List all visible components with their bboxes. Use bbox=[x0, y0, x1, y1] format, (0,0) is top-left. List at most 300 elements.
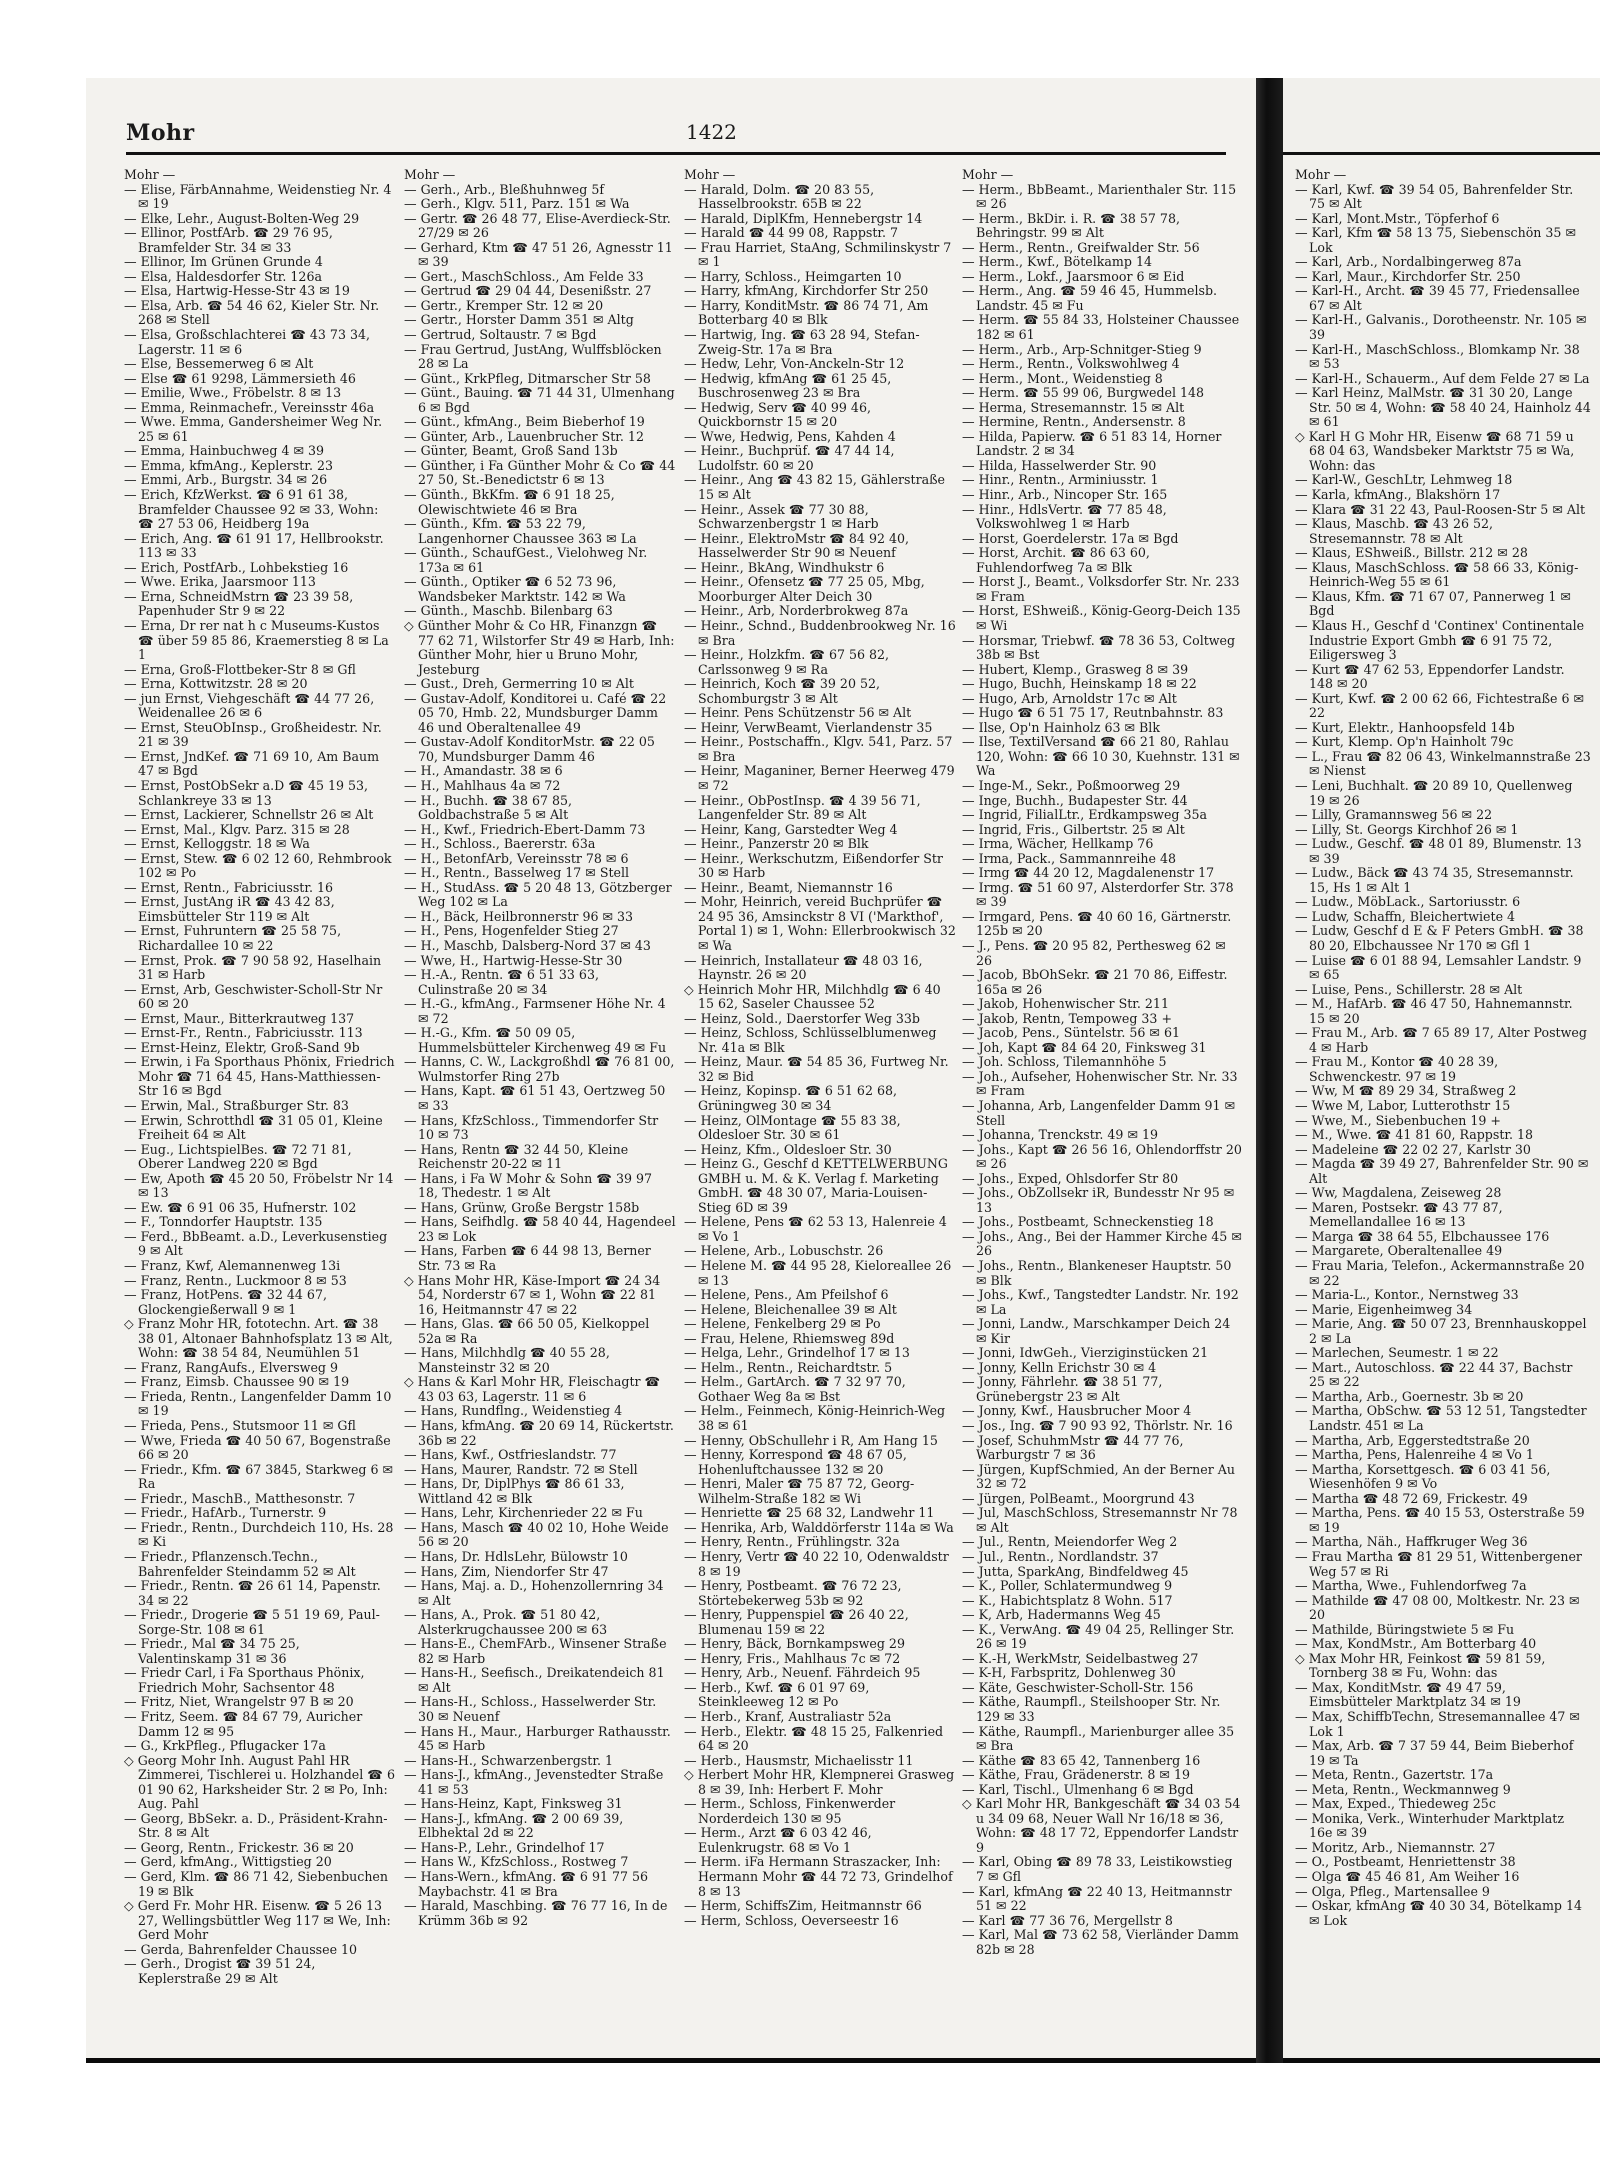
directory-entry: — Horst, EShweiß., König-Georg-Deich 135 ✉ Wi bbox=[962, 603, 1241, 633]
directory-entry: — Emma, kfmAng., Keplerstr. 23 bbox=[124, 457, 333, 473]
directory-entry: — Eug., LichtspielBes. ☎ 72 71 81, Oberer Landweg 220 ✉ Bgd bbox=[124, 1141, 352, 1172]
directory-entry: — Ernst, Mal., Klgv. Parz. 315 ✉ 28 bbox=[124, 821, 350, 837]
directory-entry: — Hans-J., kfmAng. ☎ 2 00 69 39, Elbhektal 2d ✉ 22 bbox=[404, 1810, 624, 1841]
directory-entry: ◇ Heinrich Mohr HR, Milchhdlg ☎ 6 40 15 62, Saseler Chaussee 52 bbox=[684, 981, 941, 1012]
directory-entry: — Heinz, Kopinsp. ☎ 6 51 62 68, Grüningweg 30 ✉ 34 bbox=[684, 1083, 897, 1113]
directory-entry: — Klaus, MaschSchloss. ☎ 58 66 33, König-Heinrich-Weg 55 ✉ 61 bbox=[1295, 559, 1579, 590]
directory-entry: — Hans, Kwf., Ostfrieslandstr. 77 bbox=[404, 1447, 617, 1463]
directory-entry: — Ew, Apoth ☎ 45 20 50, Fröbelstr Nr 14 ✉ 13 bbox=[124, 1170, 394, 1201]
directory-entry: — Mathilde, Büringstwiete 5 ✉ Fu bbox=[1295, 1621, 1515, 1637]
directory-entry: — Hedwig, Serv ☎ 40 99 46, Quickbornstr 15 ✉ 20 bbox=[684, 399, 871, 430]
directory-entry: — Klaus H., Geschf d 'Continex' Continentale Industrie Export Gmbh ☎ 6 91 75 72, Eiligersweg 3 bbox=[1295, 617, 1585, 663]
directory-entry: — Günth., Kfm. ☎ 53 22 79, Langenhorner Chaussee 363 ✉ La bbox=[404, 516, 637, 546]
directory-entry: — Jonni, Landw., Marschkamper Deich 24 ✉ Kir bbox=[962, 1316, 1231, 1346]
directory-entry: — Hans, Kapt. ☎ 61 51 43, Oertzweg 50 ✉ 33 bbox=[404, 1083, 666, 1113]
directory-entry: — Herb., Elektr. ☎ 48 15 25, Falkenried 64 ✉ 20 bbox=[684, 1723, 944, 1754]
directory-entry: — Gerh., Klgv. 511, Parz. 151 ✉ Wa bbox=[404, 196, 630, 212]
directory-entry: — Günth., SchaufGest., Vielohweg Nr. 173a ✉ 61 bbox=[404, 545, 648, 575]
directory-entry: — Hinr., Arb., Nincoper Str. 165 bbox=[962, 487, 1168, 503]
directory-entry: — L., Frau ☎ 82 06 43, Winkelmannstraße 23 ✉ Nienst bbox=[1295, 748, 1591, 779]
directory-entry: — Wwe, H., Hartwig-Hesse-Str 30 bbox=[404, 952, 623, 968]
directory-entry: — Luise, Pens., Schillerstr. 28 ✉ Alt bbox=[1295, 981, 1523, 997]
directory-entry: — Ernst-Fr., Rentn., Fabriciusstr. 113 bbox=[124, 1025, 363, 1041]
directory-entry: — Kurt, Kwf. ☎ 2 00 62 66, Fichtestraße 6 ✉ 22 bbox=[1295, 690, 1585, 721]
directory-entry: — Jutta, SparkAng, Bindfeldweg 45 bbox=[962, 1563, 1189, 1579]
page-header bbox=[126, 118, 1256, 152]
directory-entry: — Henry, Vertr ☎ 40 22 10, Odenwaldstr 8 ✉ 19 bbox=[684, 1548, 949, 1579]
directory-entry: — Jürgen, KupfSchmied, An der Berner Au 32 ✉ 72 bbox=[962, 1461, 1235, 1492]
directory-entry: — Karl, Maur., Kirchdorfer Str. 250 bbox=[1295, 268, 1521, 284]
directory-entry: — Herm., Mont., Weidenstieg 8 bbox=[962, 370, 1163, 386]
directory-entry: — Heinr., BkAng, Windhukstr 6 bbox=[684, 559, 885, 575]
directory-entry: — Jul, MaschSchloss, Stresemannstr Nr 78 ✉ Alt bbox=[962, 1505, 1238, 1535]
directory-entry: — Frieda, Pens., Stutsmoor 11 ✉ Gfl bbox=[124, 1418, 356, 1434]
directory-entry: — H., Buchh. ☎ 38 67 85, Goldbachstraße 5 ✉ Alt bbox=[404, 792, 573, 823]
directory-entry: — Klara ☎ 31 22 43, Paul-Roosen-Str 5 ✉ Alt bbox=[1295, 501, 1586, 517]
directory-entry: — Martha, ObSchw. ☎ 53 12 51, Tangstedter Landstr. 451 ✉ La bbox=[1295, 1403, 1587, 1434]
directory-entry: — Martha, Wwe., Fuhlendorfweg 7a bbox=[1295, 1578, 1527, 1594]
directory-entry: — jun Ernst, Viehgeschäft ☎ 44 77 26, Weidenallee 26 ✉ 6 bbox=[124, 690, 375, 721]
directory-entry: — Hans H., Maur., Harburger Rathausstr. 45 ✉ Harb bbox=[404, 1723, 671, 1754]
directory-entry: — Herm., Lokf., Jaarsmoor 6 ✉ Eid bbox=[962, 268, 1185, 284]
directory-entry: — Heinr, Kang, Garstedter Weg 4 bbox=[684, 821, 898, 837]
directory-entry: — Herm., Rentn., Volkswohlweg 4 bbox=[962, 356, 1180, 372]
directory-entry: — Frau Gertrud, JustAng, Wulffsblöcken 28 ✉ La bbox=[404, 341, 662, 372]
directory-entry: — Hans, Dr. HdlsLehr, Bülowstr 10 bbox=[404, 1548, 628, 1564]
directory-entry: — Frau M., Kontor ☎ 40 28 39, Schwenckestr. 97 ✉ 19 bbox=[1295, 1054, 1499, 1084]
directory-entry: ◇ Franz Mohr HR, fototechn. Art. ☎ 38 38 01, Altonaer Bahnhofsplatz 13 ✉ Alt, Wohn: ☎ 38 54 84, Neumühlen 51 bbox=[124, 1316, 393, 1361]
directory-entry: — Ernst, Prok. ☎ 7 90 58 92, Haselhain 31 ✉ Harb bbox=[124, 952, 382, 983]
directory-entry: — Hans-P., Lehr., Grindelhof 17 bbox=[404, 1839, 605, 1855]
scan-margin-left bbox=[0, 0, 86, 2177]
directory-entry: — Joh., Aufseher, Hohenwischer Str. Nr. 33 ✉ Fram bbox=[962, 1068, 1238, 1099]
directory-entry: — Jakob, Rentn, Tempoweg 33 + bbox=[962, 1010, 1172, 1026]
directory-entry: — Ernst, Lackierer, Schnellstr 26 ✉ Alt bbox=[124, 807, 374, 823]
directory-entry: — Harald ☎ 44 99 08, Rappstr. 7 bbox=[684, 225, 899, 241]
directory-entry: — Hedw, Lehr, Von-Anckeln-Str 12 bbox=[684, 356, 905, 372]
directory-entry: — Oskar, kfmAng ☎ 40 30 34, Bötelkamp 14 ✉ Lok bbox=[1295, 1898, 1582, 1928]
book-gutter bbox=[1256, 78, 1283, 2063]
directory-entry: — Frau M., Arb. ☎ 7 65 89 17, Alter Postweg 4 ✉ Harb bbox=[1295, 1025, 1587, 1055]
directory-entry: — Herb., Kranf, Australiastr 52a bbox=[684, 1708, 892, 1724]
directory-entry: — Herm, SchiffsZim, Heitmannstr 66 bbox=[684, 1898, 922, 1914]
directory-entry: — Elke, Lehr., August-Bolten-Weg 29 bbox=[124, 210, 360, 226]
directory-entry: — Helga, Lehr., Grindelhof 17 ✉ 13 bbox=[684, 1345, 910, 1361]
directory-entry: — Helm., Feinmech, König-Heinrich-Weg 38 ✉ 61 bbox=[684, 1403, 946, 1434]
directory-entry: — Friedr., Pflanzensch.Techn., Bahrenfelder Steindamm 52 ✉ Alt bbox=[124, 1548, 356, 1579]
directory-entry: — Ernst, SteuObInsp., Großheidestr. Nr. 21 ✉ 39 bbox=[124, 719, 382, 750]
directory-entry: — Helene, Fenkelberg 29 ✉ Po bbox=[684, 1316, 881, 1332]
directory-entry: — Leni, Buchhalt. ☎ 20 89 10, Quellenweg 19 ✉ 26 bbox=[1295, 777, 1573, 808]
directory-entry: — Harry, Schloss., Heimgarten 10 bbox=[684, 268, 902, 284]
directory-entry: — Moritz, Arb., Niemannstr. 27 bbox=[1295, 1839, 1496, 1855]
directory-entry: — Georg, BbSekr. a. D., Präsident-Krahn-Str. 8 ✉ Alt bbox=[124, 1810, 388, 1841]
directory-entry: — Hanns, C. W., Lackgroßhdl ☎ 76 81 00, Wulmstorfer Ring 27b bbox=[404, 1054, 675, 1084]
directory-entry: — Günter, Arb., Lauenbrucher Str. 12 bbox=[404, 428, 644, 444]
column-5 bbox=[1295, 168, 1591, 2048]
directory-entry: — Marga ☎ 38 64 55, Elbchaussee 176 bbox=[1295, 1228, 1550, 1244]
directory-entry: — Max, Arb. ☎ 7 37 59 44, Beim Bieberhof 19 ✉ Ta bbox=[1295, 1738, 1574, 1768]
directory-entry: — Hugo, Buchh, Heinskamp 18 ✉ 22 bbox=[962, 676, 1197, 692]
directory-entry: — Herm., Arzt ☎ 6 03 42 46, Eulenkrugstr. 68 ✉ Vo 1 bbox=[684, 1825, 872, 1855]
directory-entry: — Herm., BkDir. i. R. ☎ 38 57 78, Behringstr. 99 ✉ Alt bbox=[962, 210, 1180, 241]
directory-entry: — Friedr., Drogerie ☎ 5 51 19 69, Paul-Sorge-Str. 108 ✉ 61 bbox=[124, 1607, 380, 1637]
directory-entry: — Heinz, Sold., Daerstorfer Weg 33b bbox=[684, 1010, 920, 1026]
directory-entry: — Friedr., HafArb., Turnerstr. 9 bbox=[124, 1505, 327, 1521]
directory-entry: — Jonni, IdwGeh., Vierziginstücken 21 bbox=[962, 1345, 1209, 1361]
directory-entry: — Käthe, Raumpfl., Steilshooper Str. Nr. 129 ✉ 33 bbox=[962, 1694, 1221, 1724]
directory-entry: — Herm, Schloss, Oeverseestr 16 bbox=[684, 1912, 899, 1928]
directory-entry: ◇ Gerd Fr. Mohr HR. Eisenw. ☎ 5 26 13 27, Wellingsbüttler Weg 117 ✉ We, Inh: Gerd Mohr bbox=[124, 1898, 391, 1943]
directory-entry: — Heinr., ElektroMstr ☎ 84 92 40, Hasselwerder Str 90 ✉ Neuenf bbox=[684, 530, 910, 561]
directory-entry: — Günt., Bauing. ☎ 71 44 31, Ulmenhang 6 ✉ Bgd bbox=[404, 385, 675, 415]
directory-entry: — Henri, Maler ☎ 75 87 72, Georg-Wilhelm-Straße 182 ✉ Wi bbox=[684, 1476, 915, 1506]
directory-entry: — Josef, SchuhmMstr ☎ 44 77 76, Warburgstr 7 ✉ 36 bbox=[962, 1432, 1184, 1463]
directory-entry: ◇ Karl H G Mohr HR, Eisenw ☎ 68 71 59 u 68 04 63, Wandsbeker Marktstr 75 ✉ Wa, Wohn: das bbox=[1295, 428, 1575, 473]
directory-entry: — Wwe, M., Siebenbuchen 19 + bbox=[1295, 1112, 1501, 1128]
directory-entry: — Ernst, Stew. ☎ 6 02 12 60, Rehmbrook 102 ✉ Po bbox=[124, 850, 392, 881]
directory-entry: — Emma, Hainbuchweg 4 ✉ 39 bbox=[124, 443, 325, 459]
directory-entry: — Ernst, Kelloggstr. 18 ✉ Wa bbox=[124, 836, 310, 852]
directory-entry: — Franz, Eimsb. Chaussee 90 ✉ 19 bbox=[124, 1374, 350, 1390]
directory-entry: — Helm., GartArch. ☎ 7 32 97 70, Gothaer Weg 8a ✉ Bst bbox=[684, 1374, 906, 1404]
directory-entry: — H., Kwf., Friedrich-Ebert-Damm 73 bbox=[404, 821, 646, 837]
directory-entry: — Ernst, Fuhruntern ☎ 25 58 75, Richardallee 10 ✉ 22 bbox=[124, 923, 342, 953]
directory-entry: — Günther, i Fa Günther Mohr & Co ☎ 44 27 50, St.-Benedictstr 6 ✉ 13 bbox=[404, 457, 676, 488]
directory-entry: — Magda ☎ 39 49 27, Bahrenfelder Str. 90 ✉ Alt bbox=[1295, 1156, 1589, 1186]
entry-list bbox=[124, 183, 396, 1987]
directory-entry: — Elsa, Arb. ☎ 54 46 62, Kieler Str. Nr. 268 ✉ Stell bbox=[124, 297, 380, 328]
directory-entry: — Hans, i Fa W Mohr & Sohn ☎ 39 97 18, Thedestr. 1 ✉ Alt bbox=[404, 1170, 653, 1201]
directory-entry: — Heinr., Ofensetz ☎ 77 25 05, Mbg, Moorburger Alter Deich 30 bbox=[684, 574, 925, 604]
directory-entry: — K.-H, WerkMstr, Seidelbastweg 27 bbox=[962, 1650, 1199, 1666]
directory-entry: — Herm., Ang. ☎ 59 46 45, Hummelsb. Landstr. 45 ✉ Fu bbox=[962, 283, 1218, 313]
directory-entry: — Ludw., Bäck ☎ 43 74 35, Stresemannstr. 15, Hs 1 ✉ Alt 1 bbox=[1295, 865, 1574, 895]
directory-entry: — Hans, Rundflng., Weidenstieg 4 bbox=[404, 1403, 623, 1419]
directory-entry: — Hans-Wern., kfmAng. ☎ 6 91 77 56 Maybachstr. 41 ✉ Bra bbox=[404, 1868, 649, 1899]
directory-entry: — Inge, Buchh., Budapester Str. 44 bbox=[962, 792, 1188, 808]
directory-entry: — Maria-L., Kontor., Nernstweg 33 bbox=[1295, 1287, 1519, 1303]
directory-entry: — Hans, kfmAng. ☎ 20 69 14, Rückertstr. 36b ✉ 22 bbox=[404, 1418, 674, 1448]
directory-entry: — Else, Bessemerweg 6 ✉ Alt bbox=[124, 356, 314, 372]
directory-entry: — Johanna, Trenckstr. 49 ✉ 19 bbox=[962, 1127, 1159, 1143]
directory-entry: — Herm., Rentn., Greifwalder Str. 56 bbox=[962, 239, 1200, 255]
directory-entry: — Gertrud ☎ 29 04 44, Desenißstr. 27 bbox=[404, 283, 652, 299]
directory-entry: — Hans-Heinz, Kapt, Finksweg 31 bbox=[404, 1796, 623, 1812]
directory-entry: — Wwe. Emma, Gandersheimer Weg Nr. 25 ✉ 61 bbox=[124, 414, 383, 444]
directory-entry: — M., HafArb. ☎ 46 47 50, Hahnemannstr. 15 ✉ 20 bbox=[1295, 996, 1573, 1026]
directory-entry: — Elsa, Großschlachterei ☎ 43 73 34, Lagerstr. 11 ✉ 6 bbox=[124, 327, 370, 357]
directory-entry: — Ludw, Schaffn, Bleichertwiete 4 bbox=[1295, 908, 1516, 924]
directory-entry: — Gerd, kfmAng., Wittigstieg 20 bbox=[124, 1854, 332, 1870]
directory-entry: — Heinz, Maur. ☎ 54 85 36, Furtweg Nr. 32 ✉ Bid bbox=[684, 1054, 949, 1084]
directory-entry: — Irma, Pack., Sammannreihe 48 bbox=[962, 850, 1177, 866]
scan-margin-top bbox=[0, 0, 1600, 78]
directory-entry: — Wwe, Hedwig, Pens, Kahden 4 bbox=[684, 428, 896, 444]
directory-entry: — Hans, Maj. a. D., Hohenzollernring 34 ✉ Alt bbox=[404, 1578, 664, 1608]
directory-entry: — Ludw., MöbLack., Sartoriusstr. 6 bbox=[1295, 894, 1521, 910]
directory-entry: — Marie, Eigenheimweg 34 bbox=[1295, 1301, 1473, 1317]
directory-entry: — Günt., KrkPfleg, Ditmarscher Str 58 bbox=[404, 370, 651, 386]
directory-entry: — Jonny, Kwf., Hausbrucher Moor 4 bbox=[962, 1403, 1192, 1419]
directory-entry: — Hans, Farben ☎ 6 44 98 13, Berner Str. 73 ✉ Ra bbox=[404, 1243, 651, 1274]
directory-entry: — Friedr., Rentn., Durchdeich 110, Hs. 28 ✉ Ki bbox=[124, 1519, 394, 1550]
directory-entry: — Hedwig, kfmAng ☎ 61 25 45, Buschrosenweg 23 ✉ Bra bbox=[684, 370, 892, 401]
directory-entry: — Erna, Dr rer nat h c Museums-Kustos ☎ über 59 85 86, Kraemerstieg 8 ✉ La 1 bbox=[124, 617, 389, 663]
directory-entry: — G., KrkPfleg., Pflugacker 17a bbox=[124, 1738, 326, 1754]
directory-entry: — Erna, SchneidMstrn ☎ 23 39 58, Papenhuder Str 9 ✉ 22 bbox=[124, 588, 354, 619]
directory-entry: — Mart., Autoschloss. ☎ 22 44 37, Bachstr 25 ✉ 22 bbox=[1295, 1359, 1573, 1390]
directory-entry: — Heinr., Holzkfm. ☎ 67 56 82, Carlssonweg 9 ✉ Ra bbox=[684, 647, 890, 677]
directory-entry: — Joh. Schloss, Tilemannhöhe 5 bbox=[962, 1054, 1167, 1070]
directory-entry: — Horsmar, Triebwf. ☎ 78 36 53, Coltweg 38b ✉ Bst bbox=[962, 632, 1236, 663]
directory-entry: — Heinr, Maganiner, Berner Heerweg 479 ✉ 72 bbox=[684, 763, 955, 793]
directory-entry: — Ellinor, PostfArb. ☎ 29 76 95, Bramfelder Str. 34 ✉ 33 bbox=[124, 225, 333, 255]
directory-entry: — Martha, Arb, Eggerstedtstraße 20 bbox=[1295, 1432, 1530, 1448]
directory-entry: ◇ Günther Mohr & Co HR, Finanzgn ☎ 77 62 71, Wilstorfer Str 49 ✉ Harb, Inh: Günther Mohr, hier u Bruno Mohr, Jesteburg bbox=[404, 617, 675, 677]
directory-entry: — Günter, Beamt, Groß Sand 13b bbox=[404, 443, 618, 459]
directory-entry: — Martha, Korsettgesch. ☎ 6 03 41 56, Wiesenhöfen 9 ✉ Vo bbox=[1295, 1461, 1551, 1492]
directory-entry: — Irma, Wächer, Hellkamp 76 bbox=[962, 836, 1154, 852]
directory-entry: — Hans, Grünw, Große Bergstr 158b bbox=[404, 1199, 640, 1215]
directory-entry: — Gerd, Klm. ☎ 86 71 42, Siebenbuchen 19 ✉ Blk bbox=[124, 1868, 388, 1899]
directory-entry: — Herm., Arb., Arp-Schnitger-Stieg 9 bbox=[962, 341, 1202, 357]
directory-entry: — Meta, Rentn., Gazertstr. 17a bbox=[1295, 1767, 1494, 1783]
directory-entry: — Jul., Rentn., Nordlandstr. 37 bbox=[962, 1548, 1159, 1564]
directory-entry: ◇ Max Mohr HR, Feinkost ☎ 59 81 59, Tornberg 38 ✉ Fu, Wohn: das bbox=[1295, 1650, 1546, 1681]
directory-entry: — Jos., Ing. ☎ 7 90 93 92, Thörlstr. Nr. 16 bbox=[962, 1418, 1233, 1434]
directory-entry: — Herb., Kwf. ☎ 6 01 97 69, Steinkleeweg 12 ✉ Po bbox=[684, 1679, 870, 1710]
directory-entry: — Harald, Dolm. ☎ 20 83 55, Hasselbrookstr. 65B ✉ 22 bbox=[684, 181, 875, 212]
directory-entry: — K., Habichtsplatz 8 Wohn. 517 bbox=[962, 1592, 1173, 1608]
directory-entry: — Heinr., Buchprüf. ☎ 47 44 14, Ludolfstr. 60 ✉ 20 bbox=[684, 443, 895, 473]
directory-entry: — Olga, Pfleg., Martensallee 9 bbox=[1295, 1883, 1490, 1899]
directory-entry: — Heinrich, Koch ☎ 39 20 52, Schomburgstr 3 ✉ Alt bbox=[684, 676, 880, 706]
directory-entry: — Heinr., ObPostInsp. ☎ 4 39 56 71, Langenfelder Str. 89 ✉ Alt bbox=[684, 792, 921, 823]
directory-entry: — Heinr., Assek ☎ 77 30 88, Schwarzenbergstr 1 ✉ Harb bbox=[684, 501, 879, 532]
directory-entry: — K-H, Farbspritz, Dohlenweg 30 bbox=[962, 1665, 1176, 1681]
directory-entry: — Erwin, i Fa Sporthaus Phönix, Friedrich Mohr ☎ 71 64 45, Hans-Matthiessen-Str 16 ✉ Bgd bbox=[124, 1054, 395, 1099]
directory-entry: — Käte, Geschwister-Scholl-Str. 156 bbox=[962, 1679, 1194, 1695]
directory-entry: — Henny, Korrespond ☎ 48 67 05, Hohenluftchaussee 132 ✉ 20 bbox=[684, 1447, 907, 1477]
directory-entry: — Herm., Kwf., Bötelkamp 14 bbox=[962, 254, 1152, 270]
directory-entry: — Heinr., Schnd., Buddenbrookweg Nr. 16 ✉ Bra bbox=[684, 617, 956, 648]
directory-entry: — Hartwig, Ing. ☎ 63 28 94, Stefan-Zweig-Str. 17a ✉ Bra bbox=[684, 327, 920, 357]
directory-entry: — Harry, kfmAng, Kirchdorfer Str 250 bbox=[684, 283, 929, 299]
directory-entry: ◇ Hans Mohr HR, Käse-Import ☎ 24 34 54, Norderstr 67 ✉ 1, Wohn ☎ 22 81 16, Heitmannstr 47 ✉ 22 bbox=[404, 1272, 661, 1317]
directory-entry: — Emmi, Arb., Burgstr. 34 ✉ 26 bbox=[124, 472, 328, 488]
directory-entry: — Günth., BkKfm. ☎ 6 91 18 25, Olewischtwiete 46 ✉ Bra bbox=[404, 487, 615, 517]
directory-entry: ◇ Hans & Karl Mohr HR, Fleischagtr ☎ 43 03 63, Lagerstr. 11 ✉ 6 bbox=[404, 1374, 661, 1404]
directory-entry: — Karla, kfmAng., Blakshörn 17 bbox=[1295, 487, 1501, 503]
directory-entry: — Karl, Kwf. ☎ 39 54 05, Bahrenfelder Str. 75 ✉ Alt bbox=[1295, 181, 1574, 212]
directory-entry: — Karl, Arb., Nordalbingerweg 87a bbox=[1295, 254, 1522, 270]
directory-entry: — Karl, Obing ☎ 89 78 33, Leistikowstieg 7 ✉ Gfl bbox=[962, 1854, 1233, 1884]
directory-entry: — H.-G., Kfm. ☎ 50 09 05, Hummelsbütteler Kirchenweg 49 ✉ Fu bbox=[404, 1025, 667, 1055]
directory-entry: — Meta, Rentn., Weckmannweg 9 bbox=[1295, 1781, 1511, 1797]
directory-entry: — Ellinor, Im Grünen Grunde 4 bbox=[124, 254, 323, 270]
directory-entry: — Irmg ☎ 44 20 12, Magdalenenstr 17 bbox=[962, 865, 1215, 881]
directory-entry: — Frau Martha ☎ 81 29 51, Wittenbergener Weg 57 ✉ Ri bbox=[1295, 1548, 1582, 1579]
directory-entry: — Heinr., Ang ☎ 43 82 15, Gählerstraße 15 ✉ Alt bbox=[684, 472, 945, 503]
directory-entry: — F., Tonndorfer Hauptstr. 135 bbox=[124, 1214, 323, 1230]
directory-entry: — Helene, Bleichenallee 39 ✉ Alt bbox=[684, 1301, 897, 1317]
directory-entry: — Klaus, Kfm. ☎ 71 67 07, Pannerweg 1 ✉ Bgd bbox=[1295, 588, 1571, 619]
directory-entry: — Ernst, Arb, Geschwister-Scholl-Str Nr 60 ✉ 20 bbox=[124, 981, 383, 1012]
directory-entry: — Monika, Verk., Winterhuder Marktplatz 16e ✉ 39 bbox=[1295, 1810, 1564, 1841]
directory-entry: — Martha, Pens. ☎ 40 15 53, Osterstraße 59 ✉ 19 bbox=[1295, 1505, 1585, 1535]
directory-entry: — Kurt ☎ 47 62 53, Eppendorfer Landstr. 148 ✉ 20 bbox=[1295, 661, 1565, 692]
directory-entry: — Wwe, Frieda ☎ 40 50 67, Bogenstraße 66 ✉ 20 bbox=[124, 1432, 391, 1463]
directory-entry: — Hans-J., kfmAng., Jevenstedter Straße 41 ✉ 53 bbox=[404, 1767, 664, 1797]
directory-entry: — Henry, Fris., Mahlhaus 7c ✉ 72 bbox=[684, 1650, 901, 1666]
directory-entry: — Ernst, JustAng iR ☎ 43 42 83, Eimsbütteler Str 119 ✉ Alt bbox=[124, 894, 335, 924]
directory-entry: — Helm., Rentn., Reichardtstr. 5 bbox=[684, 1359, 893, 1375]
directory-entry: — Marie, Ang. ☎ 50 07 23, Brennhauskoppel 2 ✉ La bbox=[1295, 1316, 1587, 1346]
directory-entry: — Ew. ☎ 6 91 06 35, Hufnerstr. 102 bbox=[124, 1199, 357, 1215]
directory-entry: — Johs., Kwf., Tangstedter Landstr. Nr. 192 ✉ La bbox=[962, 1287, 1239, 1317]
directory-entry: — Fritz, Seem. ☎ 84 67 79, Auricher Damm 12 ✉ 95 bbox=[124, 1708, 363, 1739]
directory-entry: — Johanna, Arb, Langenfelder Damm 91 ✉ Stell bbox=[962, 1098, 1236, 1128]
facing-page bbox=[1283, 78, 1600, 2058]
directory-entry: — Heinz, Kfm., Oldesloer Str. 30 bbox=[684, 1141, 892, 1157]
directory-entry: — Hans, Glas. ☎ 66 50 05, Kielkoppel 52a ✉ Ra bbox=[404, 1316, 650, 1346]
directory-entry: — Elsa, Haldesdorfer Str. 126a bbox=[124, 268, 322, 284]
directory-entry: — Max, SchiffbTechn, Stresemannallee 47 ✉ Lok 1 bbox=[1295, 1708, 1580, 1739]
directory-entry: — Jacob, BbOhSekr. ☎ 21 70 86, Eiffestr. 165a ✉ 26 bbox=[962, 967, 1228, 997]
directory-entry: — Wwe. Erika, Jaarsmoor 113 bbox=[124, 574, 316, 590]
directory-entry: — Hinr., HdlsVertr. ☎ 77 85 48, Volkswohlweg 1 ✉ Harb bbox=[962, 501, 1167, 532]
directory-entry: — Georg, Rentn., Frickestr. 36 ✉ 20 bbox=[124, 1839, 354, 1855]
directory-entry: — Ludw., Geschf. ☎ 48 01 89, Blumenstr. 13 ✉ 39 bbox=[1295, 836, 1582, 866]
directory-entry: ◇ Karl Mohr HR, Bankgeschäft ☎ 34 03 54 u 34 09 68, Neuer Wall Nr 16/18 ✉ 36, Wohn: ☎ 48 17 72, Eppendorfer Landstr 9 bbox=[962, 1796, 1241, 1855]
directory-entry: — Käthe, Frau, Grädenerstr. 8 ✉ 19 bbox=[962, 1767, 1190, 1783]
page-number: 1422 bbox=[686, 120, 737, 144]
directory-entry: — Herm. ☎ 55 84 33, Holsteiner Chaussee 182 ✉ 61 bbox=[962, 312, 1240, 343]
directory-entry: — H., StudAss. ☎ 5 20 48 13, Götzberger Weg 102 ✉ La bbox=[404, 879, 672, 910]
directory-entry: — J., Pens. ☎ 20 95 82, Perthesweg 62 ✉ 26 bbox=[962, 937, 1226, 968]
directory-entry: — Hans, KfzSchloss., Timmendorfer Str 10 ✉ 73 bbox=[404, 1112, 659, 1143]
directory-entry: — Mohr, Heinrich, vereid Buchprüfer ☎ 24 95 36, Amsinckstr 8 VI ('Markthof', Portal 1) ✉ 1, Wohn: Ellerbrookwisch 32 ✉ Wa bbox=[684, 894, 956, 953]
directory-entry: — Harald, Maschbing. ☎ 76 77 16, In de Krümm 36b ✉ 92 bbox=[404, 1898, 668, 1928]
directory-entry: — Henrika, Arb, Walddörferstr 114a ✉ Wa bbox=[684, 1519, 954, 1535]
directory-entry: — Friedr., Kfm. ☎ 67 3845, Starkweg 6 ✉ Ra bbox=[124, 1461, 394, 1492]
entry-list bbox=[684, 183, 956, 1929]
directory-entry: — Joh, Kapt ☎ 84 64 20, Finksweg 31 bbox=[962, 1039, 1207, 1055]
directory-entry: — Gertrud, Soltaustr. 7 ✉ Bgd bbox=[404, 327, 597, 343]
directory-entry: — H., Schloss., Baererstr. 63a bbox=[404, 836, 596, 852]
directory-entry: — Mathilde ☎ 47 08 00, Moltkestr. Nr. 23 ✉ 20 bbox=[1295, 1592, 1580, 1623]
directory-entry: — Franz, HotPens. ☎ 32 44 67, Glockengießerwall 9 ✉ 1 bbox=[124, 1287, 327, 1317]
directory-entry: — Karl, kfmAng ☎ 22 40 13, Heitmannstr 51 ✉ 22 bbox=[962, 1883, 1232, 1914]
column-2 bbox=[404, 168, 676, 2048]
directory-entry: — Hans, Dr, DiplPhys ☎ 86 61 33, Wittland 42 ✉ Blk bbox=[404, 1476, 625, 1506]
directory-entry: — Karl-H., Archt. ☎ 39 45 77, Friedensallee 67 ✉ Alt bbox=[1295, 283, 1580, 313]
directory-entry: — Friedr Carl, i Fa Sporthaus Phönix, Friedrich Mohr, Sachsentor 48 bbox=[124, 1665, 365, 1695]
directory-entry: — Herm., BbBeamt., Marienthaler Str. 115 ✉ 26 bbox=[962, 181, 1237, 212]
directory-entry: — Lilly, Gramannsweg 56 ✉ 22 bbox=[1295, 807, 1493, 823]
directory-entry: — Martha ☎ 48 72 69, Frickestr. 49 bbox=[1295, 1490, 1528, 1506]
directory-entry: — Hans-E., ChemFArb., Winsener Straße 82 ✉ Harb bbox=[404, 1636, 667, 1666]
directory-entry: — Hans, Zim, Niendorfer Str 47 bbox=[404, 1563, 609, 1579]
directory-entry: — Karl, Tischl., Ulmenhang 6 ✉ Bgd bbox=[962, 1781, 1194, 1797]
directory-entry: — Gust., Dreh, Germerring 10 ✉ Alt bbox=[404, 676, 634, 692]
header-rule bbox=[126, 152, 1226, 155]
directory-entry: — H., Rentn., Basselweg 17 ✉ Stell bbox=[404, 865, 630, 881]
directory-entry: — Elsa, Hartwig-Hesse-Str 43 ✉ 19 bbox=[124, 283, 350, 299]
directory-entry: — Hans W., KfzSchloss., Rostweg 7 bbox=[404, 1854, 629, 1870]
directory-entry: — Hugo ☎ 6 51 75 17, Reutnbahnstr. 83 bbox=[962, 705, 1224, 721]
directory-entry: — Martha, Pens, Halenreihe 4 ✉ Vo 1 bbox=[1295, 1447, 1534, 1463]
directory-entry: — Herm. ☎ 55 99 06, Burgwedel 148 bbox=[962, 385, 1205, 401]
directory-entry: — Henny, ObSchullehr i R, Am Hang 15 bbox=[684, 1432, 938, 1448]
directory-entry: — Harry, KonditMstr. ☎ 86 74 71, Am Botterbarg 40 ✉ Blk bbox=[684, 297, 929, 328]
directory-entry: — Friedr., Rentn. ☎ 26 61 14, Papenstr. 34 ✉ 22 bbox=[124, 1578, 381, 1608]
directory-entry: — Kurt, Klemp. Op'n Hainholt 79c bbox=[1295, 734, 1514, 750]
column-heading: Mohr — bbox=[124, 168, 176, 182]
directory-entry: — Irmgard, Pens. ☎ 40 60 16, Gärtnerstr. 125b ✉ 20 bbox=[962, 908, 1232, 939]
directory-entry: — Hermine, Rentn., Andersenstr. 8 bbox=[962, 414, 1186, 430]
directory-entry: — Horst, Goerdelerstr. 17a ✉ Bgd bbox=[962, 530, 1179, 546]
directory-entry: — Hans, Maurer, Randstr. 72 ✉ Stell bbox=[404, 1461, 638, 1477]
directory-entry: — Hubert, Klemp., Grasweg 8 ✉ 39 bbox=[962, 661, 1189, 677]
directory-entry: — Heinr. Pens Schützenstr 56 ✉ Alt bbox=[684, 705, 912, 721]
directory-entry: — Ludw, Geschf d E & F Peters GmbH. ☎ 38 80 20, Elbchaussee Nr 170 ✉ Gfl 1 bbox=[1295, 923, 1584, 953]
directory-entry: — Franz, Kwf, Alemannenweg 13i bbox=[124, 1258, 341, 1274]
directory-entry: — Erich, KfzWerkst. ☎ 6 91 61 38, Bramfelder Chaussee 92 ✉ 33, Wohn: ☎ 27 53 06, Heidberg 19a bbox=[124, 487, 379, 532]
directory-entry: — Martha, Arb., Goernestr. 3b ✉ 20 bbox=[1295, 1388, 1524, 1404]
directory-entry: — Frieda, Rentn., Langenfelder Damm 10 ✉ 19 bbox=[124, 1388, 392, 1419]
directory-entry: — H., Amandastr. 38 ✉ 6 bbox=[404, 763, 563, 779]
directory-entry: — Johs., Exped, Ohlsdorfer Str 80 bbox=[962, 1170, 1179, 1186]
directory-entry: — Hilda, Hasselwerder Str. 90 bbox=[962, 457, 1157, 473]
column-4 bbox=[962, 168, 1244, 2048]
directory-entry: — Gertr. ☎ 26 48 77, Elise-Averdieck-Str. 27/29 ✉ 26 bbox=[404, 210, 671, 241]
directory-entry: — Else ☎ 61 9298, Lämmersieth 46 bbox=[124, 370, 356, 386]
directory-entry: — H., Maschb, Dalsberg-Nord 37 ✉ 43 bbox=[404, 937, 651, 953]
directory-entry: — Irmg. ☎ 51 60 97, Alsterdorfer Str. 378 ✉ 39 bbox=[962, 879, 1234, 910]
directory-entry: — Günt., kfmAng., Beim Bieberhof 19 bbox=[404, 414, 645, 430]
directory-entry: — Jakob, Hohenwischer Str. 211 bbox=[962, 996, 1169, 1012]
directory-entry: — Maren, Postsekr. ☎ 43 77 87, Memellandallee 16 ✉ 13 bbox=[1295, 1199, 1503, 1230]
directory-entry: — Lilly, St. Georgs Kirchhof 26 ✉ 1 bbox=[1295, 821, 1519, 837]
directory-entry: — Hans, Rentn ☎ 32 44 50, Kleine Reichenstr 20-22 ✉ 11 bbox=[404, 1141, 629, 1172]
directory-entry: — Hans-H., Schwarzenbergstr. 1 bbox=[404, 1752, 613, 1768]
directory-entry: — Johs., Kapt ☎ 26 56 16, Ohlendorffstr 20 ✉ 26 bbox=[962, 1141, 1242, 1172]
directory-entry: — Ww, Magdalena, Zeiseweg 28 bbox=[1295, 1185, 1502, 1201]
directory-entry: — Elise, FärbAnnahme, Weidenstieg Nr. 4 ✉ 19 bbox=[124, 181, 392, 212]
directory-entry: ◇ Herbert Mohr HR, Klempnerei Grasweg 8 ✉ 39, Inh: Herbert F. Mohr bbox=[684, 1767, 955, 1797]
directory-entry: — Johs., Postbeamt, Schneckenstieg 18 bbox=[962, 1214, 1214, 1230]
column-heading: Mohr — bbox=[1295, 168, 1347, 182]
directory-entry: — Heinr, VerwBeamt, Vierlandenstr 35 bbox=[684, 719, 933, 735]
directory-entry: — Ernst-Heinz, Elektr, Groß-Sand 9b bbox=[124, 1039, 360, 1055]
directory-entry: — Hilda, Papierw. ☎ 6 51 83 14, Horner Landstr. 2 ✉ 34 bbox=[962, 428, 1222, 459]
directory-entry: — Erwin, Mal., Straßburger Str. 83 bbox=[124, 1098, 349, 1113]
directory-entry: — Gustav-Adolf, Konditorei u. Café ☎ 22 05 70, Hmb. 22, Mundsburger Damm 46 und Oberaltenallee 49 bbox=[404, 690, 667, 735]
directory-entry: — Käthe ☎ 83 65 42, Tannenberg 16 bbox=[962, 1752, 1201, 1768]
directory-entry: ◇ Georg Mohr Inh. August Pahl HR Zimmerei, Tischlerei u. Holzhandel ☎ 6 01 90 62, Harksheider Str. 2 ✉ Po, Inh: Aug. Pahl bbox=[124, 1752, 395, 1812]
directory-entry: — Ingrid, FilialLtr., Erdkampsweg 35a bbox=[962, 807, 1207, 823]
directory-entry: — Karl, Mal ☎ 73 62 58, Vierländer Damm 82b ✉ 28 bbox=[962, 1927, 1239, 1957]
directory-entry: — Karl Heinz, MalMstr. ☎ 31 30 20, Lange Str. 50 ✉ 4, Wohn: ☎ 58 40 24, Hainholz 44 ✉ 61 bbox=[1295, 385, 1591, 430]
column-heading: Mohr — bbox=[962, 168, 1014, 182]
directory-entry: — Wwe M, Labor, Lutterothstr 15 bbox=[1295, 1098, 1511, 1113]
directory-entry: — Jonny, Kelln Erichstr 30 ✉ 4 bbox=[962, 1359, 1157, 1375]
directory-entry: — Hans, Seifhdlg. ☎ 58 40 44, Hagendeel 23 ✉ Lok bbox=[404, 1214, 676, 1244]
directory-entry: — Helene, Pens., Am Pfeilshof 6 bbox=[684, 1287, 889, 1303]
directory-entry: — H., BetonfArb, Vereinsstr 78 ✉ 6 bbox=[404, 850, 629, 866]
